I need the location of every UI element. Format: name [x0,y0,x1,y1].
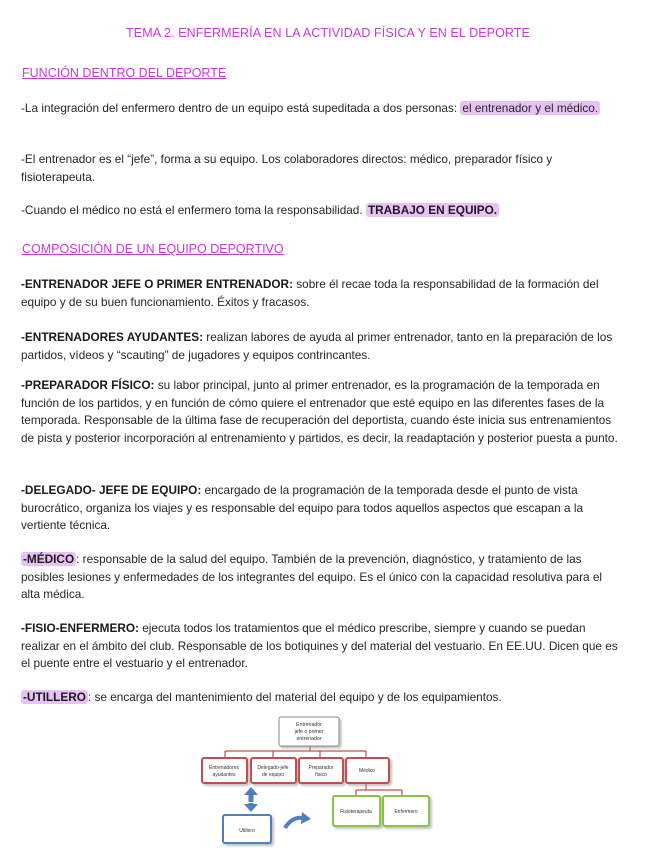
paragraph-text: -La integración del enfermero dentro de un equipo está supeditada a dos personas: [21,101,461,115]
node-fisioterapeuta [333,796,380,826]
node-utillero [223,815,271,843]
node-text: de equipo [262,772,284,778]
node-entrenadores-ayudantes [202,758,247,783]
node-text: jefe o primer [294,729,324,735]
role-text: ejecuta todos los tratamientos que el médico prescribe, siempre y cuando se puedan realizar en el ámbito del club. Responsable de los botiquines y del material del vestuario. En EE.UU. Dicen que es el puente entre el vestuario y el entrenador. [21,621,618,671]
role-label: -PREPARADOR FÍSICO: [21,378,155,392]
node-text: Utillero [239,828,255,834]
role-text: : se encarga del mantenimiento del material del equipo y de los equipamientos. [87,690,502,704]
node-text: ayudantes [212,772,236,778]
node-text: físico [315,772,327,778]
highlight-trabajo-equipo: TRABAJO EN EQUIPO. [367,203,498,217]
role-text: sobre él recae toda la responsabilidad de la formación del equipo y de su buen funcionamiento. Éxitos y fracasos. [21,277,599,309]
node-medico [346,758,389,783]
highlight-entrenador-medico: el entrenador y el médico. [462,101,599,115]
node-text: entrenador [296,736,322,742]
role-label: -UTILLERO [23,690,86,704]
paragraph-entrenador-jefe: -El entrenador es el “jefe”, forma a su equipo. Los colaboradores directos: médico, preparador físico y fisioterapeuta. [21,152,553,184]
section-heading-funcion: FUNCIÓN DENTRO DEL DEPORTE [22,66,227,80]
role-label: -FISIO-ENFERMERO: [21,621,139,635]
role-text: : responsable de la salud del equipo. También de la prevención, diagnóstico, y tratamiento de las posibles lesiones y enfermedades de los integrantes del equipo. Es el único con la capacidad resolutiva para el alta médica. [21,552,603,602]
node-text: Delegado-jefe [257,765,289,771]
node-text: Preparador [308,765,334,771]
role-label: -ENTRENADOR JEFE O PRIMER ENTRENADOR: [21,277,293,291]
node-entrenador-jefe [279,717,339,746]
paragraph-text: -Cuando el médico no está el enfermero toma la responsabilidad. [21,203,366,217]
role-text: encargado de la programación de la temporada desde el punto de vista burocrático, organiza los viajes y es responsable del equipo para todos aquellos aspectos que escapan a la vertiente técnica. [21,483,584,533]
role-label: -DELEGADO- JEFE DE EQUIPO: [21,483,202,497]
role-text: su labor principal, junto al primer entrenador, es la programación de la temporada en función de los partidos, y en función de cómo quiere el entrenador que esté equipo en las diferentes fases de la temporada. Responsable de la última fase de recuperación del deportista, cuando éste inicia sus entrenamientos de pista y posterior incorporación al entrenamiento y partidos, es decir, la readaptación y posterior puesta a punto. [21,378,618,445]
node-text: Entrenador [296,722,322,728]
section-heading-composicion: COMPOSICIÓN DE UN EQUIPO DEPORTIVO [22,242,284,256]
node-text: Enfermero [394,809,418,815]
node-text: Médico [358,768,376,774]
node-text: Entrenadores [208,765,240,771]
role-text: realizan labores de ayuda al primer entrenador, tanto en la preparación de los partidos, vídeos y “scauting” de jugadores y equipos contrincantes. [21,330,613,362]
page-title: TEMA 2. ENFERMERÍA EN LA ACTIVIDAD FÍSICA Y EN EL DEPORTE [126,26,530,40]
role-label: -MÉDICO [23,552,75,566]
node-delegado-jefe [251,758,296,783]
curved-arrow-icon [285,812,311,828]
up-down-arrow-icon [244,787,258,812]
role-label: -ENTRENADORES AYUDANTES: [21,330,203,344]
node-text: Fisioterapeuta [340,809,372,815]
node-preparador-fisico [299,758,343,783]
node-enfermero [383,796,429,826]
